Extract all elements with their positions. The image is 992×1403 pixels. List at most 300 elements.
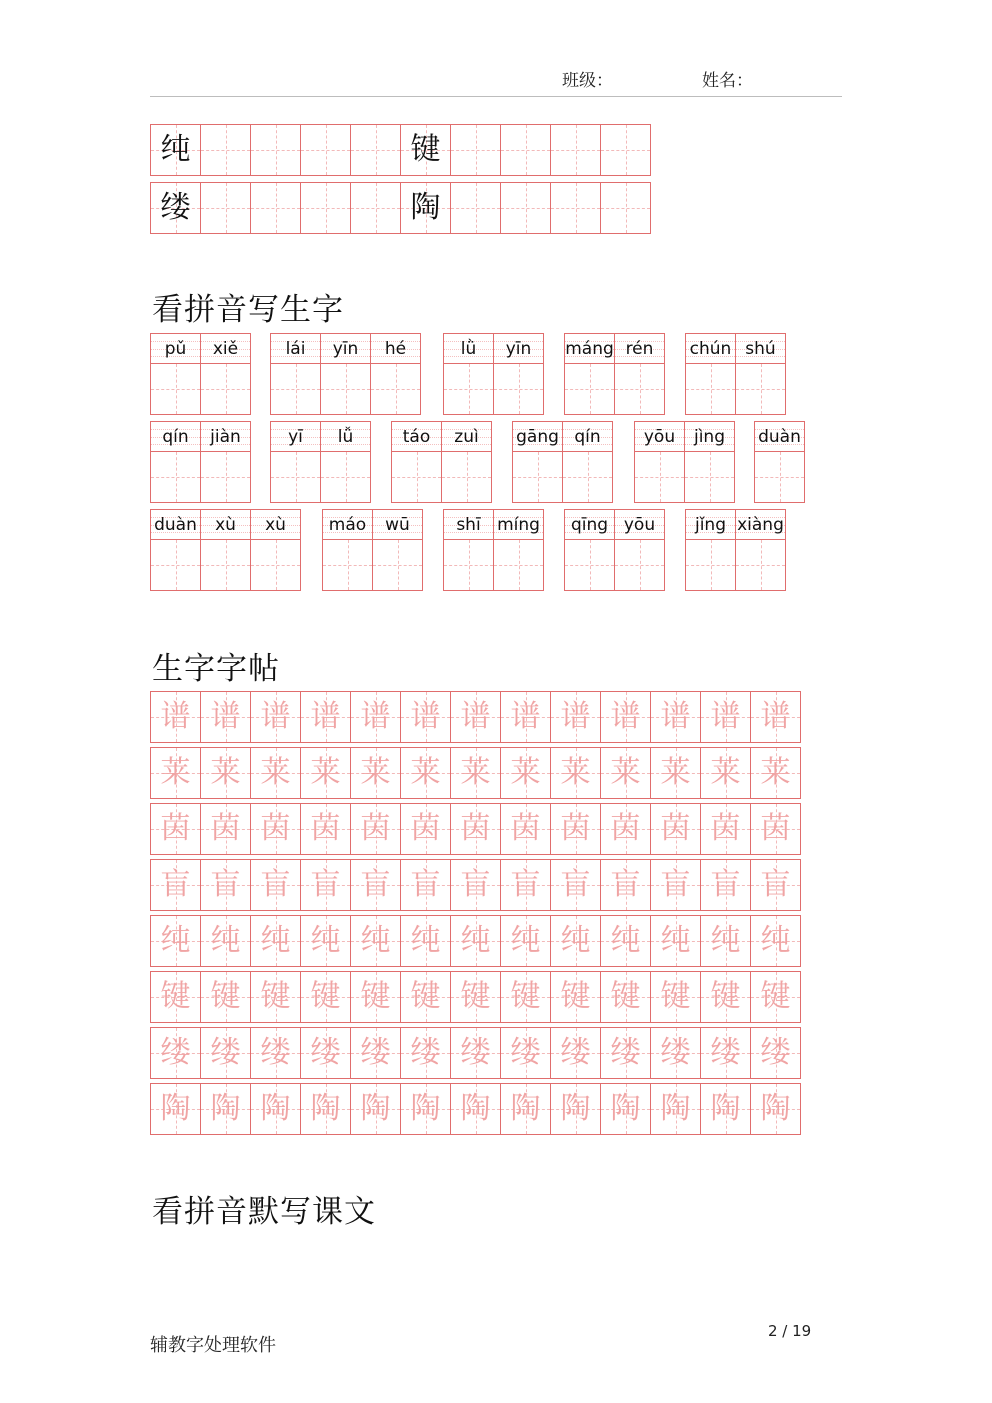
copybook-cell [201, 972, 251, 1022]
copybook-cell [501, 860, 551, 910]
pinyin-column [392, 422, 442, 502]
practice-cell [601, 125, 651, 175]
copybook-cell [351, 916, 401, 966]
pinyin-syllable-box [271, 334, 320, 364]
copybook-cell [751, 916, 801, 966]
pinyin-word-box [754, 421, 805, 503]
copybook-cell [151, 804, 201, 854]
copybook-cell [501, 1028, 551, 1078]
practice-row [150, 182, 651, 234]
copybook-cell [251, 1028, 301, 1078]
copybook-cell [401, 804, 451, 854]
pinyin-syllable: míng [497, 514, 540, 535]
practice-cell [151, 183, 201, 233]
practice-cell [501, 125, 551, 175]
trace-char: 谱 [710, 699, 741, 734]
trace-char: 谱 [210, 699, 241, 734]
pinyin-syllable-box [392, 422, 441, 452]
trace-char: 茵 [760, 811, 791, 846]
trace-char: 键 [660, 979, 691, 1014]
copybook-cell [651, 1084, 701, 1134]
trace-char: 纯 [360, 923, 391, 958]
copybook-cell [351, 860, 401, 910]
pinyin-syllable: gāng [516, 426, 559, 447]
practice-cell [351, 183, 401, 233]
pinyin-syllable-box [321, 334, 370, 364]
writing-box[interactable] [321, 452, 370, 502]
pinyin-word-box [512, 421, 613, 503]
copybook-cell [251, 692, 301, 742]
pinyin-syllable-box [615, 334, 664, 364]
trace-char: 纯 [610, 923, 641, 958]
writing-box[interactable] [151, 540, 200, 590]
trace-char: 键 [610, 979, 641, 1014]
practice-char: 纯 [160, 132, 191, 167]
trace-char: 陶 [660, 1091, 691, 1126]
writing-box[interactable] [494, 364, 543, 414]
copybook-cell [351, 748, 401, 798]
pinyin-syllable: qín [162, 426, 189, 447]
pinyin-syllable: máo [328, 514, 367, 535]
trace-char: 陶 [210, 1091, 241, 1126]
trace-char: 缕 [660, 1035, 691, 1070]
pinyin-column [321, 422, 371, 502]
trace-char: 茵 [710, 811, 741, 846]
pinyin-column [373, 510, 423, 590]
copybook-cell [201, 692, 251, 742]
copybook-cell [401, 916, 451, 966]
trace-char: 纯 [660, 923, 691, 958]
pinyin-word-box [322, 509, 423, 591]
copybook-cell [351, 1028, 401, 1078]
trace-char: 盲 [160, 867, 191, 902]
copybook-cell [401, 860, 451, 910]
writing-box[interactable] [563, 452, 612, 502]
practice-cell [401, 125, 451, 175]
copybook-cell [451, 692, 501, 742]
trace-char: 陶 [560, 1091, 591, 1126]
writing-box[interactable] [615, 540, 664, 590]
trace-char: 盲 [510, 867, 541, 902]
copybook-cell [401, 692, 451, 742]
pinyin-syllable: zuì [454, 426, 479, 447]
writing-box[interactable] [271, 452, 320, 502]
pinyin-syllable: shú [745, 338, 776, 359]
writing-box[interactable] [685, 452, 734, 502]
pinyin-column [151, 334, 201, 414]
pinyin-word-box [685, 509, 786, 591]
trace-char: 莱 [560, 755, 591, 790]
pinyin-syllable: chún [689, 338, 732, 359]
pinyin-column [513, 422, 563, 502]
pinyin-syllable: yī [288, 426, 303, 447]
practice-cell [601, 183, 651, 233]
copybook-cell [251, 916, 301, 966]
copybook-cell [251, 804, 301, 854]
trace-char: 缕 [460, 1035, 491, 1070]
trace-char: 莱 [260, 755, 291, 790]
pinyin-column [563, 422, 613, 502]
pinyin-syllable-box [736, 510, 785, 540]
trace-char: 键 [560, 979, 591, 1014]
practice-cell [451, 183, 501, 233]
trace-char: 纯 [560, 923, 591, 958]
trace-char: 纯 [710, 923, 741, 958]
trace-char: 盲 [310, 867, 341, 902]
trace-char: 莱 [710, 755, 741, 790]
copybook-cell [751, 1084, 801, 1134]
writing-box[interactable] [392, 452, 441, 502]
copybook-cell [651, 804, 701, 854]
pinyin-syllable: shī [456, 514, 481, 535]
trace-char: 盲 [260, 867, 291, 902]
copybook-cell [351, 692, 401, 742]
copybook-cell [601, 1084, 651, 1134]
trace-char: 茵 [460, 811, 491, 846]
copybook-cell [251, 1084, 301, 1134]
copybook-cell [501, 972, 551, 1022]
copybook-cell [201, 860, 251, 910]
pinyin-syllable-box [444, 510, 493, 540]
pinyin-column [565, 510, 615, 590]
pinyin-syllable: yīn [332, 338, 359, 359]
pinyin-syllable: qīng [570, 514, 609, 535]
pinyin-column [736, 334, 786, 414]
trace-char: 陶 [510, 1091, 541, 1126]
trace-char: 陶 [310, 1091, 341, 1126]
pinyin-column [151, 422, 201, 502]
practice-char: 缕 [160, 190, 191, 225]
pinyin-column [685, 422, 735, 502]
copybook-cell [151, 916, 201, 966]
copybook-cell [401, 1028, 451, 1078]
copybook-cell [701, 916, 751, 966]
copybook-cell [651, 1028, 701, 1078]
trace-char: 纯 [160, 923, 191, 958]
writing-box[interactable] [151, 364, 200, 414]
trace-char: 茵 [260, 811, 291, 846]
writing-box[interactable] [565, 540, 614, 590]
pinyin-word-box [443, 509, 544, 591]
writing-box[interactable] [494, 540, 543, 590]
pinyin-syllable: máng [565, 338, 614, 359]
pinyin-syllable-box [321, 422, 370, 452]
writing-box[interactable] [201, 364, 250, 414]
pinyin-column [442, 422, 492, 502]
trace-char: 盲 [760, 867, 791, 902]
pinyin-column [201, 510, 251, 590]
copybook-cell [601, 748, 651, 798]
writing-box[interactable] [201, 452, 250, 502]
trace-char: 键 [310, 979, 341, 1014]
writing-box[interactable] [513, 452, 562, 502]
trace-char: 谱 [260, 699, 291, 734]
pinyin-syllable: xiàng [737, 514, 784, 535]
copybook-cell [151, 748, 201, 798]
practice-char: 陶 [410, 190, 441, 225]
copybook-cell [351, 972, 401, 1022]
trace-char: 陶 [160, 1091, 191, 1126]
copybook-cell [601, 804, 651, 854]
trace-char: 缕 [310, 1035, 341, 1070]
writing-box[interactable] [251, 540, 300, 590]
writing-box[interactable] [442, 452, 491, 502]
pinyin-syllable: yōu [643, 426, 676, 447]
copybook-cell [701, 692, 751, 742]
trace-char: 盲 [410, 867, 441, 902]
trace-char: 莱 [460, 755, 491, 790]
trace-char: 谱 [560, 699, 591, 734]
pinyin-syllable-box [151, 510, 200, 540]
writing-box[interactable] [615, 364, 664, 414]
writing-box[interactable] [686, 540, 735, 590]
trace-char: 茵 [310, 811, 341, 846]
copybook-cell [401, 1084, 451, 1134]
pinyin-syllable-box [635, 422, 684, 452]
pinyin-syllable: jiàn [210, 426, 241, 447]
copybook-cell [451, 804, 501, 854]
trace-char: 莱 [660, 755, 691, 790]
pinyin-column [615, 334, 665, 414]
copybook-row [150, 1027, 801, 1079]
pinyin-syllable-box [201, 510, 250, 540]
name-label: 姓名： [702, 71, 753, 91]
copybook-cell [551, 804, 601, 854]
pinyin-column [565, 334, 615, 414]
pinyin-column [151, 510, 201, 590]
pinyin-word-box [391, 421, 492, 503]
pinyin-word-box [150, 333, 251, 415]
copybook-cell [301, 860, 351, 910]
writing-box[interactable] [371, 364, 420, 414]
trace-char: 莱 [410, 755, 441, 790]
copybook-cell [351, 804, 401, 854]
practice-cell [351, 125, 401, 175]
pinyin-column [271, 422, 321, 502]
pinyin-column [755, 422, 805, 502]
trace-char: 陶 [760, 1091, 791, 1126]
copybook-cell [551, 692, 601, 742]
trace-char: 纯 [760, 923, 791, 958]
writing-box[interactable] [444, 364, 493, 414]
pinyin-syllable-box [563, 422, 612, 452]
trace-char: 陶 [360, 1091, 391, 1126]
writing-box[interactable] [201, 540, 250, 590]
pinyin-syllable: rén [625, 338, 654, 359]
pinyin-column [251, 510, 301, 590]
pinyin-word-box [270, 421, 371, 503]
copybook-cell [701, 1028, 751, 1078]
trace-char: 谱 [160, 699, 191, 734]
pinyin-syllable: jǐng [694, 514, 726, 535]
pinyin-syllable-box [371, 334, 420, 364]
pinyin-column [494, 334, 544, 414]
copybook-cell [301, 1028, 351, 1078]
pinyin-syllable: jìng [693, 426, 725, 447]
practice-cell [251, 183, 301, 233]
trace-char: 纯 [510, 923, 541, 958]
trace-char: 键 [710, 979, 741, 1014]
copybook-cell [551, 748, 601, 798]
copybook-cell [501, 1084, 551, 1134]
pinyin-syllable-box [685, 422, 734, 452]
writing-box[interactable] [151, 452, 200, 502]
copybook-cell [501, 916, 551, 966]
copybook-cell [601, 1028, 651, 1078]
pinyin-syllable: táo [402, 426, 431, 447]
copybook-cell [751, 748, 801, 798]
pinyin-column [323, 510, 373, 590]
pinyin-syllable-box [494, 334, 543, 364]
copybook-cell [751, 972, 801, 1022]
writing-box[interactable] [271, 364, 320, 414]
trace-char: 键 [410, 979, 441, 1014]
pinyin-column [615, 510, 665, 590]
trace-char: 茵 [360, 811, 391, 846]
writing-box[interactable] [444, 540, 493, 590]
trace-char: 缕 [710, 1035, 741, 1070]
copybook-cell [201, 916, 251, 966]
trace-char: 谱 [610, 699, 641, 734]
writing-box[interactable] [755, 452, 804, 502]
trace-char: 纯 [260, 923, 291, 958]
footer-software-name: 辅教字处理软件 [150, 1335, 276, 1356]
trace-char: 缕 [160, 1035, 191, 1070]
class-label: 班级： [562, 71, 613, 91]
pinyin-syllable-box [494, 510, 543, 540]
trace-char: 纯 [310, 923, 341, 958]
trace-char: 茵 [410, 811, 441, 846]
writing-box[interactable] [686, 364, 735, 414]
trace-char: 茵 [560, 811, 591, 846]
copybook-cell [251, 860, 301, 910]
writing-box[interactable] [635, 452, 684, 502]
writing-box[interactable] [373, 540, 422, 590]
pinyin-syllable-box [373, 510, 422, 540]
copybook-row [150, 691, 801, 743]
copybook-cell [451, 972, 501, 1022]
copybook-cell [551, 972, 601, 1022]
pinyin-column [271, 334, 321, 414]
copybook-cell [551, 1028, 601, 1078]
pinyin-syllable-box [323, 510, 372, 540]
pinyin-syllable-box [444, 334, 493, 364]
trace-char: 缕 [210, 1035, 241, 1070]
trace-char: 陶 [710, 1091, 741, 1126]
pinyin-syllable: lǚ [337, 426, 354, 447]
copybook-cell [201, 748, 251, 798]
trace-char: 键 [210, 979, 241, 1014]
practice-cell [301, 125, 351, 175]
pinyin-word-box [634, 421, 735, 503]
trace-char: 盲 [210, 867, 241, 902]
pinyin-syllable-box [251, 510, 300, 540]
pinyin-word-box [443, 333, 544, 415]
trace-char: 缕 [410, 1035, 441, 1070]
copybook-cell [151, 692, 201, 742]
page-number: 2 / 19 [768, 1322, 812, 1340]
copybook-cell [601, 972, 651, 1022]
trace-char: 纯 [210, 923, 241, 958]
trace-char: 茵 [160, 811, 191, 846]
trace-char: 键 [760, 979, 791, 1014]
pinyin-syllable: wū [385, 514, 410, 535]
pinyin-syllable: duàn [758, 426, 801, 447]
copybook-cell [701, 804, 751, 854]
pinyin-syllable-box [615, 510, 664, 540]
practice-cell [551, 183, 601, 233]
trace-char: 陶 [260, 1091, 291, 1126]
trace-char: 莱 [360, 755, 391, 790]
trace-char: 谱 [410, 699, 441, 734]
pinyin-syllable: lái [285, 338, 306, 359]
pinyin-word-box [564, 333, 665, 415]
trace-char: 谱 [760, 699, 791, 734]
trace-char: 缕 [360, 1035, 391, 1070]
trace-char: 莱 [510, 755, 541, 790]
pinyin-syllable-box [736, 334, 785, 364]
copybook-cell [301, 804, 351, 854]
trace-char: 茵 [510, 811, 541, 846]
trace-char: 缕 [260, 1035, 291, 1070]
copybook-cell [601, 916, 651, 966]
writing-box[interactable] [321, 364, 370, 414]
pinyin-column [444, 510, 494, 590]
copybook-cell [501, 748, 551, 798]
copybook-cell [451, 916, 501, 966]
practice-cell [201, 125, 251, 175]
writing-box[interactable] [736, 364, 785, 414]
pinyin-column [736, 510, 786, 590]
practice-cell [401, 183, 451, 233]
pinyin-word-box [270, 333, 421, 415]
copybook-cell [401, 972, 451, 1022]
pinyin-syllable-box [686, 510, 735, 540]
section-title-dictation: 看拼音默写课文 [152, 1194, 376, 1230]
practice-cell [551, 125, 601, 175]
trace-char: 盲 [560, 867, 591, 902]
practice-row [150, 124, 651, 176]
copybook-cell [651, 916, 701, 966]
copybook-cell [301, 916, 351, 966]
pinyin-syllable: hé [384, 338, 407, 359]
copybook-cell [301, 972, 351, 1022]
pinyin-word-box [150, 421, 251, 503]
trace-char: 纯 [460, 923, 491, 958]
pinyin-column [686, 510, 736, 590]
writing-box[interactable] [736, 540, 785, 590]
copybook-cell [151, 1084, 201, 1134]
copybook-row [150, 971, 801, 1023]
section-title-copybook: 生字字帖 [152, 651, 280, 687]
writing-box[interactable] [323, 540, 372, 590]
pinyin-column [686, 334, 736, 414]
trace-char: 缕 [610, 1035, 641, 1070]
pinyin-syllable: yōu [623, 514, 656, 535]
pinyin-syllable-box [755, 422, 804, 452]
copybook-cell [151, 972, 201, 1022]
practice-char: 键 [410, 132, 441, 167]
copybook-cell [201, 1028, 251, 1078]
copybook-cell [551, 860, 601, 910]
copybook-row [150, 1083, 801, 1135]
copybook-cell [301, 748, 351, 798]
copybook-cell [401, 748, 451, 798]
copybook-cell [651, 692, 701, 742]
copybook-cell [451, 748, 501, 798]
copybook-cell [751, 692, 801, 742]
writing-box[interactable] [565, 364, 614, 414]
